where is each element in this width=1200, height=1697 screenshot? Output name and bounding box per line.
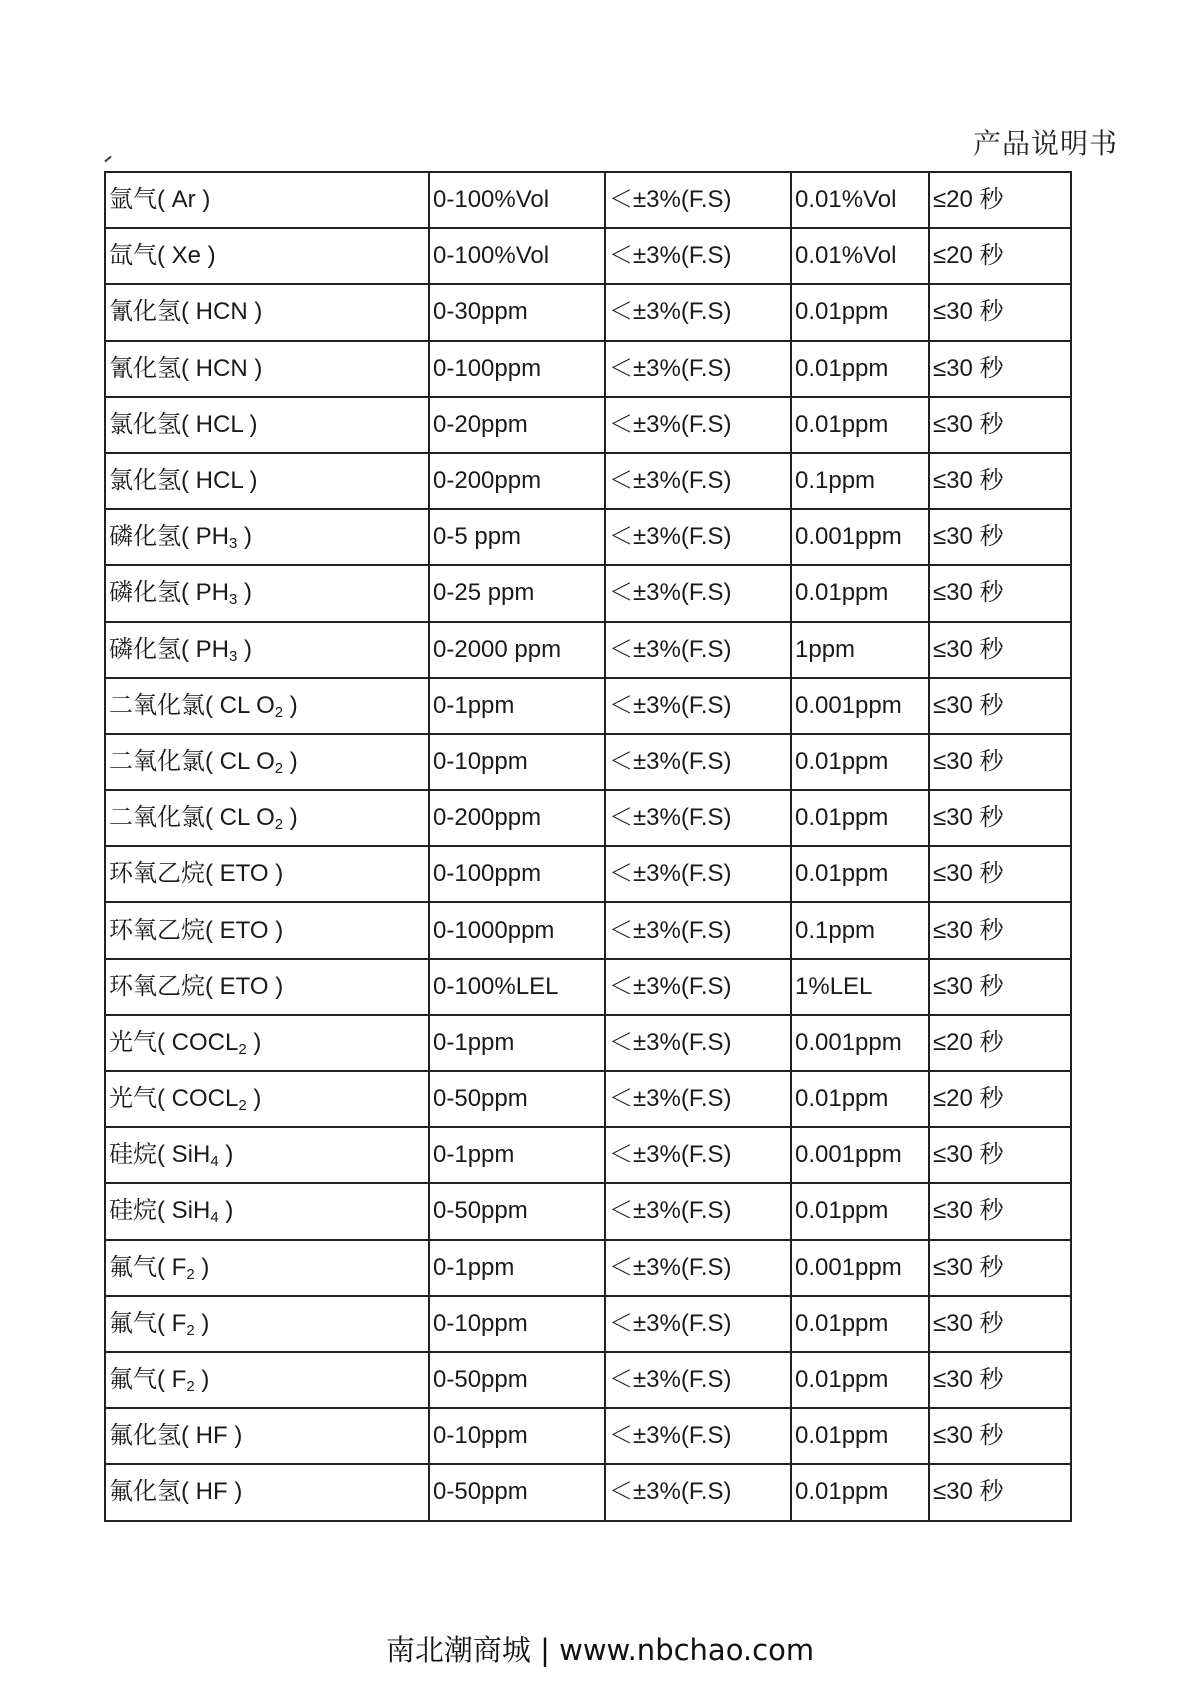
gas-name: 环氧乙烷( ETO )	[109, 916, 284, 944]
gas-name-tail: )	[237, 523, 253, 551]
gas-name-cell	[105, 1464, 429, 1520]
response-time-cell: ≤20 秒	[929, 1015, 1071, 1071]
gas-name-cell	[105, 284, 429, 340]
gas-formula-subscript: 3	[229, 647, 238, 665]
table-row	[105, 959, 1071, 1015]
table-row	[105, 902, 1071, 958]
footer-watermark: 南北潮商城 | www.nbchao.com	[385, 1633, 815, 1667]
gas-name-cell	[105, 1408, 429, 1464]
accuracy-cell: ＜±3%(F.S)	[605, 1071, 791, 1127]
response-time-cell: ≤30 秒	[929, 734, 1071, 790]
gas-name-cell	[105, 1352, 429, 1408]
gas-name: 光气( COCL	[109, 1085, 239, 1113]
gas-name-tail: )	[283, 691, 298, 719]
range-cell: 0-50ppm	[429, 1464, 605, 1520]
table-row	[105, 1464, 1071, 1520]
table-row	[105, 509, 1071, 565]
corner-mark	[104, 156, 111, 163]
gas-name-cell	[105, 1071, 429, 1127]
gas-name: 氙气( Xe )	[109, 242, 216, 270]
accuracy-cell: ＜±3%(F.S)	[605, 1464, 791, 1520]
accuracy-cell: ＜±3%(F.S)	[605, 341, 791, 397]
gas-name: 氟气( F	[109, 1366, 187, 1394]
accuracy-cell: ＜±3%(F.S)	[605, 959, 791, 1015]
resolution-cell: 0.01ppm	[791, 1296, 929, 1352]
response-time-cell: ≤30 秒	[929, 1183, 1071, 1239]
table-row	[105, 397, 1071, 453]
gas-name-cell	[105, 959, 429, 1015]
table-row	[105, 284, 1071, 340]
table-row	[105, 1015, 1071, 1071]
range-cell: 0-100%Vol	[429, 228, 605, 284]
range-cell: 0-100%Vol	[429, 172, 605, 228]
accuracy-cell: ＜±3%(F.S)	[605, 1127, 791, 1183]
gas-name: 二氧化氯( CL O	[109, 691, 275, 719]
gas-name-cell	[105, 790, 429, 846]
response-time-cell: ≤30 秒	[929, 1464, 1071, 1520]
gas-spec-table	[104, 171, 1072, 1522]
response-time-cell: ≤30 秒	[929, 1408, 1071, 1464]
resolution-cell: 1ppm	[791, 622, 929, 678]
table-row	[105, 734, 1071, 790]
gas-name: 磷化氢( PH	[109, 579, 229, 607]
response-time-cell: ≤30 秒	[929, 453, 1071, 509]
gas-formula-subscript: 2	[186, 1265, 195, 1283]
resolution-cell: 0.01ppm	[791, 284, 929, 340]
range-cell: 0-10ppm	[429, 1408, 605, 1464]
gas-name: 磷化氢( PH	[109, 635, 229, 663]
accuracy-cell: ＜±3%(F.S)	[605, 284, 791, 340]
accuracy-cell: ＜±3%(F.S)	[605, 678, 791, 734]
response-time-cell: ≤30 秒	[929, 1127, 1071, 1183]
gas-spec-table-body	[105, 172, 1071, 1521]
range-cell: 0-200ppm	[429, 790, 605, 846]
accuracy-cell: ＜±3%(F.S)	[605, 228, 791, 284]
table-row	[105, 1296, 1071, 1352]
response-time-cell: ≤30 秒	[929, 1352, 1071, 1408]
gas-name: 氟气( F	[109, 1309, 187, 1337]
gas-name: 氟化氢( HF )	[109, 1422, 243, 1450]
range-cell: 0-25 ppm	[429, 565, 605, 621]
gas-formula-subscript: 2	[186, 1378, 195, 1396]
response-time-cell: ≤30 秒	[929, 565, 1071, 621]
gas-formula-subscript: 2	[238, 1097, 247, 1115]
accuracy-cell: ＜±3%(F.S)	[605, 1015, 791, 1071]
table-row	[105, 1408, 1071, 1464]
gas-name-cell	[105, 228, 429, 284]
range-cell: 0-1ppm	[429, 1127, 605, 1183]
range-cell: 0-100ppm	[429, 846, 605, 902]
accuracy-cell: ＜±3%(F.S)	[605, 565, 791, 621]
response-time-cell: ≤20 秒	[929, 172, 1071, 228]
gas-formula-subscript: 4	[210, 1209, 219, 1227]
gas-name-cell	[105, 172, 429, 228]
gas-name: 氰化氢( HCN )	[109, 354, 263, 382]
gas-name-tail: )	[194, 1253, 210, 1281]
gas-name-cell	[105, 509, 429, 565]
accuracy-cell: ＜±3%(F.S)	[605, 1240, 791, 1296]
table-row	[105, 172, 1071, 228]
resolution-cell: 0.001ppm	[791, 678, 929, 734]
gas-name-cell	[105, 397, 429, 453]
resolution-cell: 0.1ppm	[791, 902, 929, 958]
accuracy-cell: ＜±3%(F.S)	[605, 397, 791, 453]
range-cell: 0-2000 ppm	[429, 622, 605, 678]
resolution-cell: 0.01ppm	[791, 397, 929, 453]
response-time-cell: ≤30 秒	[929, 1240, 1071, 1296]
gas-name: 环氧乙烷( ETO )	[109, 860, 284, 888]
range-cell: 0-1ppm	[429, 1015, 605, 1071]
resolution-cell: 0.01ppm	[791, 565, 929, 621]
response-time-cell: ≤30 秒	[929, 509, 1071, 565]
accuracy-cell: ＜±3%(F.S)	[605, 509, 791, 565]
accuracy-cell: ＜±3%(F.S)	[605, 846, 791, 902]
gas-name-cell	[105, 678, 429, 734]
table-row	[105, 341, 1071, 397]
range-cell: 0-30ppm	[429, 284, 605, 340]
resolution-cell: 0.01%Vol	[791, 172, 929, 228]
accuracy-cell: ＜±3%(F.S)	[605, 902, 791, 958]
accuracy-cell: ＜±3%(F.S)	[605, 453, 791, 509]
gas-name-tail: )	[194, 1366, 210, 1394]
gas-name-cell	[105, 341, 429, 397]
gas-name: 氩气( Ar )	[109, 186, 211, 214]
resolution-cell: 0.001ppm	[791, 509, 929, 565]
gas-name-tail: )	[194, 1309, 210, 1337]
response-time-cell: ≤30 秒	[929, 902, 1071, 958]
range-cell: 0-200ppm	[429, 453, 605, 509]
resolution-cell: 0.01%Vol	[791, 228, 929, 284]
gas-name: 氯化氢( HCL )	[109, 410, 258, 438]
gas-name: 氯化氢( HCL )	[109, 467, 258, 495]
resolution-cell: 0.1ppm	[791, 453, 929, 509]
resolution-cell: 0.01ppm	[791, 846, 929, 902]
resolution-cell: 1%LEL	[791, 959, 929, 1015]
resolution-cell: 0.001ppm	[791, 1240, 929, 1296]
gas-name-cell	[105, 846, 429, 902]
response-time-cell: ≤30 秒	[929, 846, 1071, 902]
gas-name-tail: )	[218, 1141, 234, 1169]
gas-formula-subscript: 2	[186, 1321, 195, 1339]
gas-name-cell	[105, 1127, 429, 1183]
response-time-cell: ≤30 秒	[929, 284, 1071, 340]
resolution-cell: 0.01ppm	[791, 1408, 929, 1464]
table-row	[105, 1352, 1071, 1408]
gas-name: 氰化氢( HCN )	[109, 298, 263, 326]
gas-name-cell	[105, 565, 429, 621]
gas-formula-subscript: 2	[274, 759, 284, 777]
accuracy-cell: ＜±3%(F.S)	[605, 1183, 791, 1239]
response-time-cell: ≤30 秒	[929, 678, 1071, 734]
response-time-cell: ≤30 秒	[929, 790, 1071, 846]
response-time-cell: ≤30 秒	[929, 959, 1071, 1015]
resolution-cell: 0.01ppm	[791, 734, 929, 790]
range-cell: 0-100%LEL	[429, 959, 605, 1015]
document-header-title: 产品说明书	[972, 127, 1118, 160]
table-row	[105, 790, 1071, 846]
resolution-cell: 0.001ppm	[791, 1127, 929, 1183]
range-cell: 0-50ppm	[429, 1183, 605, 1239]
gas-name-cell	[105, 1240, 429, 1296]
table-row	[105, 1240, 1071, 1296]
accuracy-cell: ＜±3%(F.S)	[605, 172, 791, 228]
gas-formula-subscript: 2	[274, 703, 284, 721]
table-row	[105, 565, 1071, 621]
response-time-cell: ≤20 秒	[929, 1071, 1071, 1127]
gas-name-tail: )	[246, 1085, 262, 1113]
gas-formula-subscript: 4	[210, 1153, 219, 1171]
gas-name-cell	[105, 734, 429, 790]
table-row	[105, 1127, 1071, 1183]
range-cell: 0-20ppm	[429, 397, 605, 453]
response-time-cell: ≤30 秒	[929, 397, 1071, 453]
gas-formula-subscript: 3	[229, 591, 238, 609]
response-time-cell: ≤20 秒	[929, 228, 1071, 284]
gas-name-tail: )	[283, 747, 298, 775]
gas-name: 硅烷( SiH	[109, 1141, 211, 1169]
accuracy-cell: ＜±3%(F.S)	[605, 1408, 791, 1464]
gas-name-cell	[105, 1015, 429, 1071]
resolution-cell: 0.001ppm	[791, 1015, 929, 1071]
gas-name: 硅烷( SiH	[109, 1197, 211, 1225]
response-time-cell: ≤30 秒	[929, 622, 1071, 678]
gas-name-tail: )	[237, 635, 253, 663]
resolution-cell: 0.01ppm	[791, 341, 929, 397]
range-cell: 0-10ppm	[429, 1296, 605, 1352]
range-cell: 0-50ppm	[429, 1071, 605, 1127]
gas-name-tail: )	[246, 1028, 262, 1056]
table-row	[105, 1183, 1071, 1239]
range-cell: 0-10ppm	[429, 734, 605, 790]
gas-name: 氟气( F	[109, 1253, 187, 1281]
gas-name: 二氧化氯( CL O	[109, 747, 275, 775]
accuracy-cell: ＜±3%(F.S)	[605, 1352, 791, 1408]
range-cell: 0-1ppm	[429, 1240, 605, 1296]
gas-name-tail: )	[283, 804, 298, 832]
gas-name-cell	[105, 1296, 429, 1352]
gas-formula-subscript: 3	[229, 535, 238, 553]
table-row	[105, 453, 1071, 509]
gas-name-cell	[105, 1183, 429, 1239]
gas-name: 光气( COCL	[109, 1028, 239, 1056]
gas-name-cell	[105, 453, 429, 509]
gas-name: 磷化氢( PH	[109, 523, 229, 551]
gas-name: 环氧乙烷( ETO )	[109, 972, 284, 1000]
resolution-cell: 0.01ppm	[791, 790, 929, 846]
table-row	[105, 846, 1071, 902]
accuracy-cell: ＜±3%(F.S)	[605, 790, 791, 846]
response-time-cell: ≤30 秒	[929, 1296, 1071, 1352]
range-cell: 0-5 ppm	[429, 509, 605, 565]
resolution-cell: 0.01ppm	[791, 1352, 929, 1408]
accuracy-cell: ＜±3%(F.S)	[605, 734, 791, 790]
accuracy-cell: ＜±3%(F.S)	[605, 1296, 791, 1352]
range-cell: 0-100ppm	[429, 341, 605, 397]
resolution-cell: 0.01ppm	[791, 1464, 929, 1520]
gas-formula-subscript: 2	[274, 816, 284, 834]
accuracy-cell: ＜±3%(F.S)	[605, 622, 791, 678]
range-cell: 0-1000ppm	[429, 902, 605, 958]
resolution-cell: 0.01ppm	[791, 1183, 929, 1239]
gas-name-tail: )	[218, 1197, 234, 1225]
gas-name: 氟化氢( HF )	[109, 1478, 243, 1506]
resolution-cell: 0.01ppm	[791, 1071, 929, 1127]
table-row	[105, 1071, 1071, 1127]
gas-name-tail: )	[237, 579, 253, 607]
gas-name-cell	[105, 902, 429, 958]
gas-formula-subscript: 2	[238, 1040, 247, 1058]
range-cell: 0-50ppm	[429, 1352, 605, 1408]
range-cell: 0-1ppm	[429, 678, 605, 734]
table-row	[105, 622, 1071, 678]
table-row	[105, 228, 1071, 284]
response-time-cell: ≤30 秒	[929, 341, 1071, 397]
table-row	[105, 678, 1071, 734]
gas-name: 二氧化氯( CL O	[109, 804, 275, 832]
gas-name-cell	[105, 622, 429, 678]
